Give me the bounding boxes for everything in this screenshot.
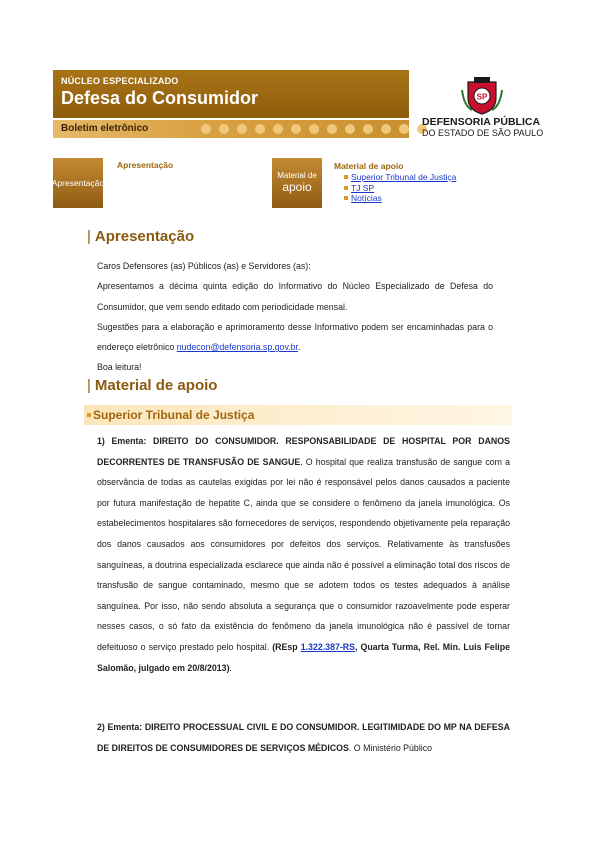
ementa-1-title: 1) Ementa: DIREITO DO CONSUMIDOR. RESPONSABILIDADE DE HOSPITAL POR DANOS DECORRENTES DE TRANSFUSÃO DE SANGUE	[97, 436, 510, 467]
material-heading: | Material de apoio	[87, 377, 218, 394]
apresentacao-tile-label: Apresentação	[51, 178, 105, 188]
nav-heading-material[interactable]: Material de apoio	[334, 161, 404, 171]
logo-line2: DO ESTADO DE SÃO PAULO	[422, 128, 544, 138]
link-tjsp[interactable]: TJ SP	[351, 182, 375, 193]
bullet-square-icon	[87, 413, 91, 417]
ementa-2-title: 2) Ementa: DIREITO PROCESSUAL CIVIL E DO CONSUMIDOR. LEGITIMIDADE DO MP NA DEFESA DE DIREITOS DE CONSUMIDORES DE SERVIÇOS MÉDICOS	[97, 722, 510, 753]
ementa-2-text: . O Ministério Público	[348, 742, 433, 753]
decorative-dots	[201, 124, 427, 134]
seal-text: SP	[476, 92, 488, 102]
link-stj[interactable]: Superior Tribunal de Justiça	[351, 172, 457, 182]
list-item	[344, 183, 456, 194]
header-subbar	[53, 120, 409, 138]
ementa-1: 1) Ementa: DIREITO DO CONSUMIDOR. RESPONSABILIDADE DE HOSPITAL POR DANOS DECORRENTES DE TRANSFUSÃO DE SANGUE. O hospital que realiza transfusão de sangue com a observância de todas as cautelas exigidas por lei não é responsável pelos danos causados a paciente por futura manifestação de hepatite C, ainda que se considere o fenômeno da janela imunológica. Os estabelecimentos hospitalares são fornecedores de serviços, respondendo objetivamente pela reparação dos danos causados aos consumidores por defeitos dos serviços. Relativamente às transfusões sanguíneas, a doutrina especializada esclarece que ainda não é possível a eliminação total dos riscos de transfusão de sangue contaminado, mesmo que se adotem todos os testes adequados à análise sanguínea. Por isso, não sendo absoluta a segurança que o consumidor razoavelmente pode esperar nesses casos, o só fato da existência do fenômeno da janela imunológica não é passível de tornar defeituoso o serviço prestado pelo hospital. (REsp 1.322.387-RS, Quarta Turma, Rel. Min. Luis Felipe Salomão, julgado em 20/8/2013).	[97, 436, 510, 673]
intro-suggestions: Sugestões para a elaboração e aprimoramento desse Informativo podem ser encaminhadas para o endereço eletrônico nudecon@defensoria.sp.gov.br.	[97, 321, 493, 353]
apresentacao-body	[97, 256, 493, 378]
header-kicker: NÚCLEO ESPECIALIZADO	[61, 76, 179, 86]
link-noticias[interactable]: Notícias	[351, 193, 382, 203]
apresentacao-tile[interactable]	[53, 158, 103, 208]
ementa-2	[97, 717, 510, 758]
logo-line1: DEFENSORIA PÚBLICA	[422, 116, 541, 128]
material-tile[interactable]	[272, 158, 322, 208]
intro-paragraph: Apresentamos a décima quinta edição do Informativo do Núcleo Especializado de Defesa do Consumidor, que vem sendo editado com periodicidade mensal.	[97, 281, 493, 312]
sp-seal-icon	[460, 76, 504, 116]
intro-closing: Boa leitura!	[97, 362, 142, 373]
apresentacao-heading: | Apresentação	[87, 228, 195, 245]
list-item	[344, 172, 456, 183]
material-tile-line2: apoio	[282, 179, 312, 194]
resp-link[interactable]: 1.322.387-RS	[300, 641, 356, 652]
email-link[interactable]: nudecon@defensoria.sp.gov.br	[176, 342, 298, 353]
intro-greeting: Caros Defensores (as) Públicos (as) e Servidores (as):	[97, 261, 311, 271]
ementa-1-text: . O hospital que realiza transfusão de sangue com a observância de todas as cautelas exigidas por lei não é responsável pelos danos causados a paciente por futura manifestação de hepatite C, ainda que se considere o fenômeno da janela imunológica. Os estabelecimentos hospitalares são fornecedores de serviços, respondendo objetivamente pela reparação dos danos causados aos consumidores por defeitos dos serviços. Relativamente às transfusões sanguíneas, a doutrina especializada esclarece que ainda não é possível a eliminação total dos riscos de transfusão de sangue contaminado, mesmo que se adotem todos os testes adequados à análise sanguínea. Por isso, não sendo absoluta a segurança que o consumidor razoavelmente pode esperar nesses casos, o só fato da existência do fenômeno da janela imunológica não é passível de tornar defeituoso o serviço prestado pelo hospital.	[97, 456, 510, 652]
nav-heading-apresentacao[interactable]: Apresentação	[117, 160, 174, 170]
header-subtitle: Boletim eletrônico	[61, 123, 149, 134]
material-tile-line1: Material de	[277, 171, 317, 180]
list-item	[344, 193, 456, 204]
defensoria-logo	[422, 72, 544, 138]
ementa-1-cite-pre: (REsp	[272, 641, 301, 652]
section-title-stj: Superior Tribunal de Justiça	[93, 408, 255, 422]
material-links	[344, 172, 456, 204]
header-title: Defesa do Consumidor	[61, 88, 259, 108]
section-band-stj	[84, 405, 512, 425]
header-banner	[53, 70, 409, 118]
ementa-1-cite-post: , Quarta Turma, Rel. Min. Luis Felipe Salomão, julgado em 20/8/2013)	[97, 641, 510, 673]
